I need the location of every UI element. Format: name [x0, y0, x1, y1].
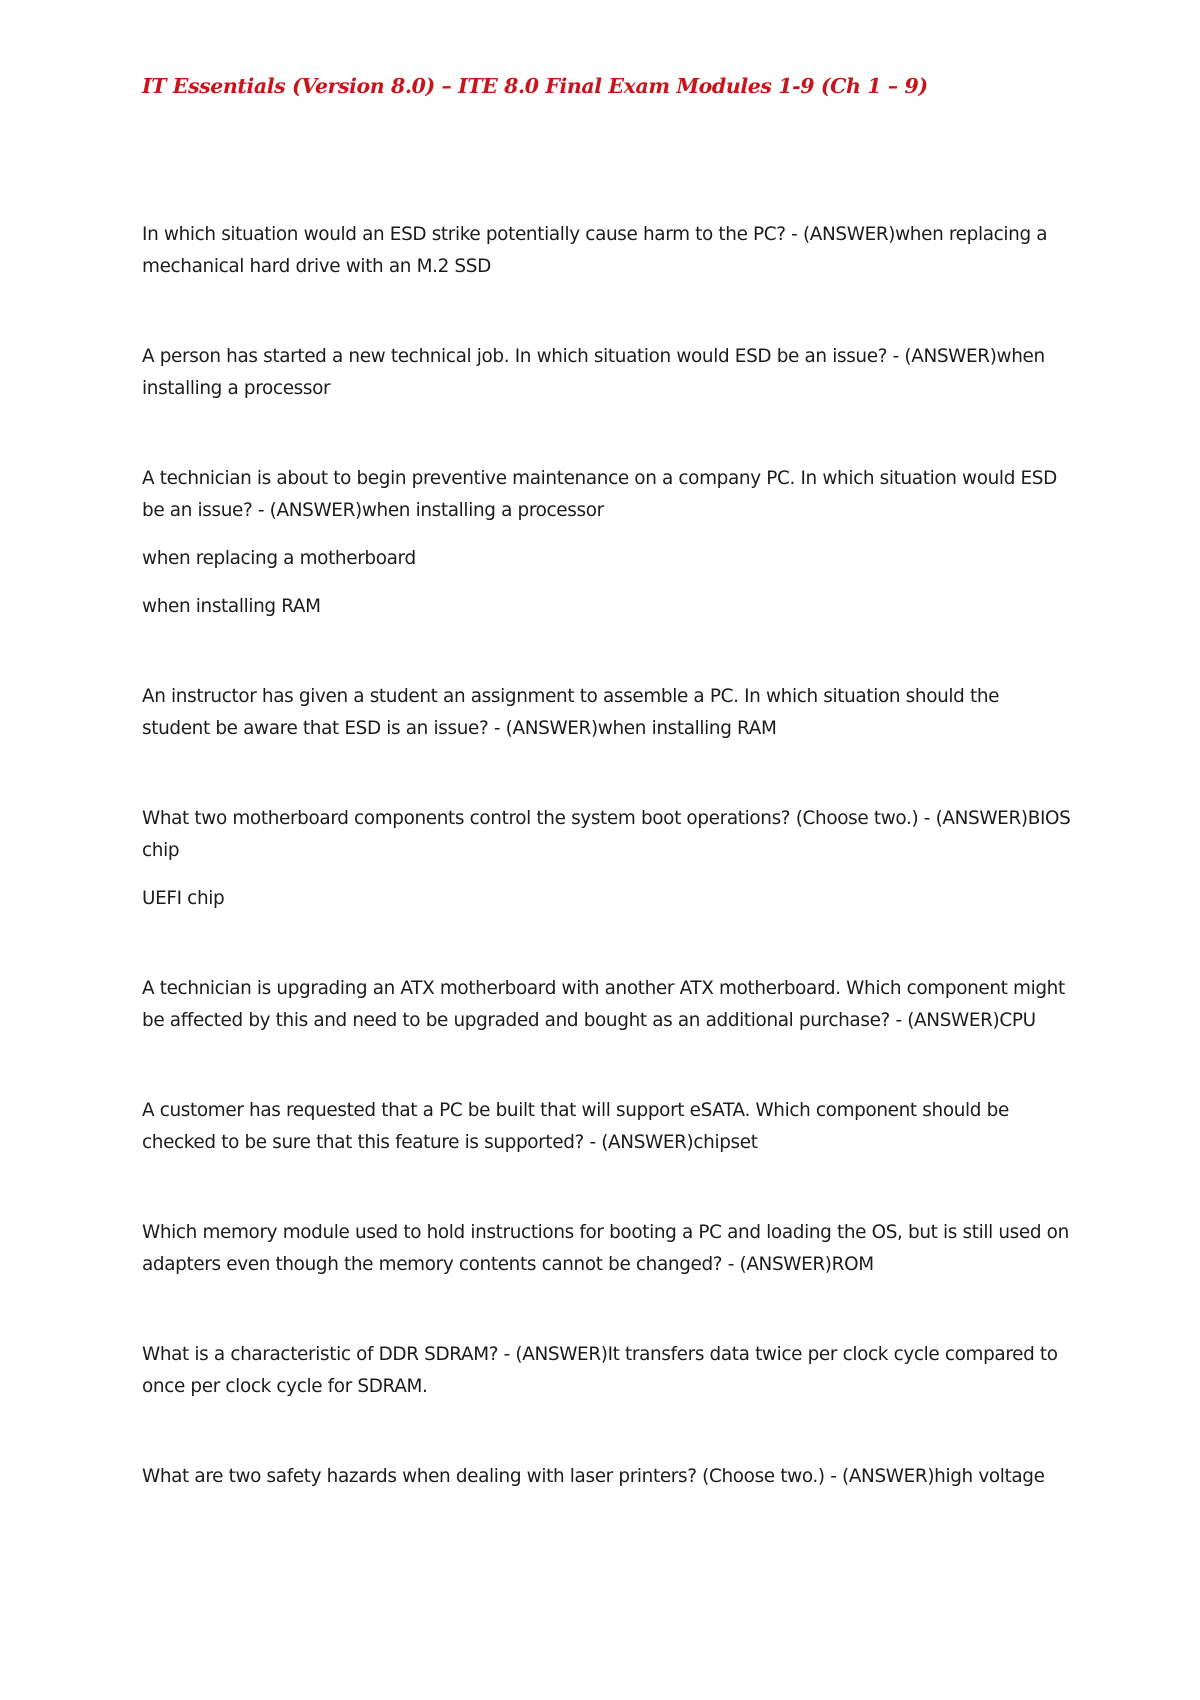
- question-text: A customer has requested that a PC be built that will support eSATA. Which component should be checked to be sure that this feature is supported? - (ANSWER)chipset: [142, 1100, 1009, 1153]
- question-text: In which situation would an ESD strike potentially cause harm to the PC? - (ANSWER)when replacing a mechanical hard drive with an M.2 SSD: [142, 224, 1048, 277]
- question-text: A technician is upgrading an ATX motherboard with another ATX motherboard. Which component might be affected by this and need to be upgraded and bought as an additional purchase? - (ANSWER)CPU: [142, 978, 1065, 1031]
- question-text: What are two safety hazards when dealing with laser printers? (Choose two.) - (ANSWER)high voltage: [142, 1466, 1045, 1487]
- question-item: [142, 1217, 1072, 1281]
- question-item: [142, 1461, 1072, 1493]
- question-item: [142, 341, 1072, 405]
- question-item: [142, 1095, 1072, 1159]
- question-text: An instructor has given a student an assignment to assemble a PC. In which situation should the student be aware that ESD is an issue? - (ANSWER)when installing RAM: [142, 686, 1000, 739]
- question-text: A technician is about to begin preventive maintenance on a company PC. In which situation would ESD be an issue? - (ANSWER)when installing a processor: [142, 468, 1057, 521]
- additional-answer: when installing RAM: [142, 596, 321, 617]
- question-text: Which memory module used to hold instructions for booting a PC and loading the OS, but is still used on adapters even though the memory contents cannot be changed? - (ANSWER)ROM: [142, 1222, 1069, 1275]
- question-text: What two motherboard components control the system boot operations? (Choose two.) - (ANSWER)BIOS chip: [142, 808, 1071, 861]
- question-item: [142, 803, 1072, 915]
- document-title: IT Essentials (Version 8.0) – ITE 8.0 Final Exam Modules 1-9 (Ch 1 – 9): [142, 74, 928, 98]
- additional-answer: when replacing a motherboard: [142, 548, 416, 569]
- question-text: A person has started a new technical job. In which situation would ESD be an issue? - (ANSWER)when installing a processor: [142, 346, 1045, 399]
- question-item: [142, 463, 1072, 623]
- question-item: [142, 219, 1072, 283]
- question-list: [142, 219, 1072, 1551]
- question-item: [142, 1339, 1072, 1403]
- question-item: [142, 973, 1072, 1037]
- question-item: [142, 681, 1072, 745]
- question-text: What is a characteristic of DDR SDRAM? - (ANSWER)It transfers data twice per clock cycle compared to once per clock cycle for SDRAM.: [142, 1344, 1058, 1397]
- additional-answer: UEFI chip: [142, 888, 225, 909]
